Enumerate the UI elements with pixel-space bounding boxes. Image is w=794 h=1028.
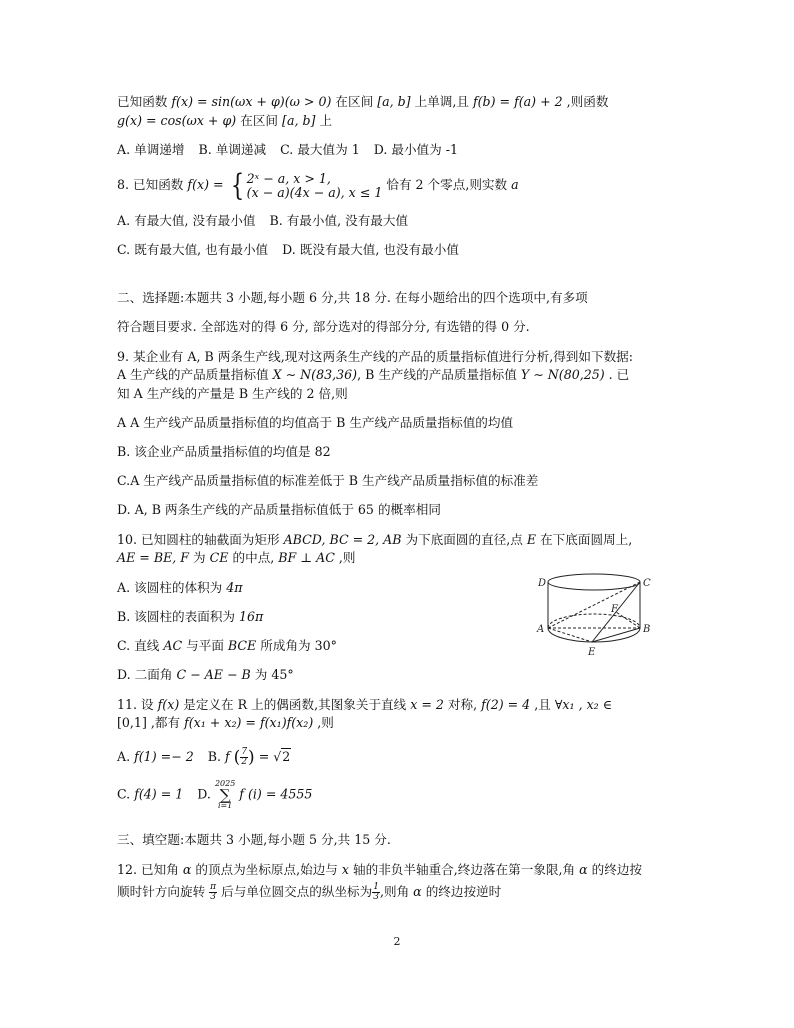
q11-paren-right: ) xyxy=(248,747,255,768)
q8-math: f(x) = xyxy=(187,177,228,192)
q7-option-a: A. 单调递增 xyxy=(117,142,185,157)
q11-options-ab xyxy=(117,745,291,770)
q9-line1: 9. 某企业有 A, B 两条生产线,现对这两条生产线的产品的质量指标值进行分析,得到如下数据: xyxy=(117,349,634,364)
label-e: E xyxy=(588,647,596,658)
q11-option-c: f(4) = 1 xyxy=(134,786,184,802)
q12-math: α xyxy=(413,884,422,899)
q11-math: f(x) xyxy=(157,697,180,712)
label-a: A xyxy=(537,624,545,635)
q7-math: [a, b] xyxy=(377,94,411,109)
q12-text: 顺时针方向旋转 xyxy=(117,884,210,899)
q12-text: 12. 已知角 xyxy=(117,862,183,877)
q12-frac-pi3 xyxy=(209,883,217,902)
q9-math: X ∼ N(83,36) xyxy=(272,367,358,382)
q7-math: g(x) = cos(ωx + φ) xyxy=(117,113,237,128)
q10-text: D. 二面角 xyxy=(117,667,177,682)
q12-math: α xyxy=(579,862,588,877)
q10-text: C. 直线 xyxy=(117,638,164,653)
q8-options-cd xyxy=(117,241,459,259)
q8-case2: (x − a)(4x − a), x ≤ 1 xyxy=(246,184,383,200)
q10-math: 4π xyxy=(226,580,243,595)
cylinder-lines xyxy=(548,574,640,642)
q11-math: ∀x₁ , x₂ ∈ xyxy=(554,697,613,712)
q9-option-d: D. A, B 两条生产线的产品质量指标值低于 65 的概率相同 xyxy=(117,502,441,517)
q7-option-c: C. 最大值为 1 xyxy=(280,142,360,157)
q12-text: 轴的非负半轴重合,终边落在第一象限,角 xyxy=(349,862,580,877)
top-ellipse xyxy=(548,574,640,590)
q11-sqrt-radicand: 2 xyxy=(282,749,291,764)
q11-text: D. xyxy=(197,786,215,802)
section2-header: 二、选择题:本题共 3 小题,每小题 6 分,共 18 分. 在每小题给出的四个选项中,有多项 xyxy=(117,290,588,305)
q12-frac-num: π xyxy=(210,882,217,892)
q10-text: B. 该圆柱的表面积为 xyxy=(117,609,240,624)
q10-option-a xyxy=(117,579,243,597)
q8-text: 8. 已知函数 xyxy=(117,177,188,192)
q7-line1 xyxy=(117,93,608,111)
label-b: B xyxy=(643,624,651,635)
q11-text: 是定义在 R 上的偶函数,其图象关于直线 xyxy=(179,697,411,712)
q7-math: f(b) = f(a) + 2 xyxy=(472,94,563,109)
q9-line2 xyxy=(117,366,629,384)
q11-text: C. xyxy=(117,786,135,802)
section3-header: 三、填空题:本题共 3 小题,每小题 5 分,共 15 分. xyxy=(117,832,391,847)
q10-math: 16π xyxy=(239,609,264,624)
q9-text: . 已 xyxy=(604,367,630,382)
q12-math: x xyxy=(341,862,349,877)
q10-math: ABCD, BC = 2, AB xyxy=(283,532,402,547)
q12-math: α xyxy=(182,862,192,877)
q10-option-d xyxy=(117,666,294,684)
q7-text: ,则函数 xyxy=(562,94,609,109)
q10-line2 xyxy=(117,549,355,567)
q9-text: A 生产线的产品质量指标值 xyxy=(117,367,273,382)
q10-text: 为 xyxy=(189,550,210,565)
q10-math: CE xyxy=(209,550,229,565)
q11-sum xyxy=(215,780,235,810)
q10-math: 45° xyxy=(271,667,294,682)
q11-frac-den: 2 xyxy=(241,757,248,767)
q11-math: f xyxy=(225,749,234,764)
q10-text: ,则 xyxy=(334,550,356,565)
q9-math: Y ∼ N(80,25) xyxy=(520,367,605,382)
q11-sqrt: √2 xyxy=(273,749,291,764)
q7-text: 在区间 xyxy=(331,94,378,109)
page-number: 2 xyxy=(393,935,401,948)
cylinder-figure xyxy=(530,566,665,664)
q11-text: A. xyxy=(117,749,135,764)
q10-text: 在下底面圆周上, xyxy=(536,532,633,547)
q10-text: 的中点, xyxy=(228,550,279,565)
label-f: F xyxy=(611,604,618,615)
q8-case1: 2ˣ − a, x > 1, xyxy=(246,170,331,186)
q7-text: 在区间 xyxy=(236,113,283,128)
q10-math: BF ⊥ AC xyxy=(278,550,335,565)
q11-text: 对称, xyxy=(443,697,482,712)
q7-text: 已知函数 xyxy=(117,94,172,109)
q11-sum-symbol: ∑ xyxy=(219,786,231,804)
q12-frac-third xyxy=(372,883,380,902)
q8-text: 恰有 2 个零点,则实数 xyxy=(382,177,512,192)
q7-line2 xyxy=(117,112,332,130)
q11-text: ,且 xyxy=(530,697,555,712)
q7-math: [a, b] xyxy=(282,113,316,128)
q11-math: x = 2 xyxy=(410,697,444,712)
q11-line1 xyxy=(117,696,612,714)
q10-text: 所成角为 xyxy=(256,638,315,653)
q10-math: E xyxy=(526,532,537,547)
q10-math: 30° xyxy=(314,638,337,653)
q7-text: 上单调,且 xyxy=(410,94,473,109)
q12-text: 的终边按逆时 xyxy=(421,884,502,899)
q8-brace: { xyxy=(230,167,244,203)
q8-cases xyxy=(247,172,383,200)
q12-text: 的顶点为坐标原点,始边与 xyxy=(191,862,342,877)
q8-option-b: B. 有最小值, 没有最大值 xyxy=(269,213,409,228)
q10-math: BCE xyxy=(227,638,257,653)
q10-text: 为 xyxy=(250,667,272,682)
q11-text: B. xyxy=(207,749,225,764)
q12-line1 xyxy=(117,861,642,879)
q7-options xyxy=(117,141,458,159)
q11-sum-lower: i=1 xyxy=(217,801,233,810)
q7-math: f(x) = sin(ωx + φ)(ω > 0) xyxy=(171,94,332,109)
q8-option-d: D. 既没有最大值, 也没有最小值 xyxy=(282,242,459,257)
q11-math: f(x₁ + x₂) = f(x₁)f(x₂) xyxy=(184,715,314,730)
q9-option-b: B. 该企业产品质量指标值的均值是 82 xyxy=(117,444,331,459)
q11-line2 xyxy=(117,714,334,732)
q8-stem xyxy=(117,168,519,202)
q12-text: 后与单位圆交点的纵坐标为 xyxy=(217,884,373,899)
q10-math: C − AE − B xyxy=(176,667,251,682)
q11-option-d: f (i) = 4555 xyxy=(235,786,313,802)
q11-frac xyxy=(240,748,248,767)
section2-instructions: 符合题目要求. 全部选对的得 6 分, 部分选对的得部分分, 有选错的得 0 分. xyxy=(117,319,530,334)
q12-text: 的终边按 xyxy=(587,862,643,877)
q12-text: ,则角 xyxy=(379,884,414,899)
q9-option-a: A A 生产线产品质量指标值的均值高于 B 生产线产品质量指标值的均值 xyxy=(117,415,514,430)
q10-option-c xyxy=(117,637,337,655)
q12-frac-den: 3 xyxy=(373,892,379,902)
q8-var: a xyxy=(511,177,519,192)
segment-bf xyxy=(616,612,640,628)
q7-text: 上 xyxy=(315,113,333,128)
q11-paren-left: ( xyxy=(233,747,241,768)
q11-text: ,都有 xyxy=(146,715,185,730)
q10-text: A. 该圆柱的体积为 xyxy=(117,580,227,595)
q12-frac-num: 1 xyxy=(373,882,379,892)
q10-math: AE = BE, F xyxy=(117,550,190,565)
segment-ac xyxy=(548,582,640,628)
q11-sum-upper: 2025 xyxy=(214,779,236,788)
q11-text: ,则 xyxy=(313,715,334,730)
q7-option-d: D. 最小值为 -1 xyxy=(373,142,459,157)
q11-frac-num: 7 xyxy=(241,747,248,757)
q11-math: [0,1] xyxy=(117,715,147,730)
q7-option-b: B. 单调递减 xyxy=(198,142,267,157)
q11-options-cd xyxy=(117,780,312,810)
q10-option-b xyxy=(117,608,263,626)
label-d: D xyxy=(538,578,547,589)
q9-option-c: C.A 生产线产品质量指标值的标准差低于 B 生产线产品质量指标值的标准差 xyxy=(117,473,539,488)
label-c: C xyxy=(643,578,651,589)
q9-text: , B 生产线的产品质量指标值 xyxy=(357,367,521,382)
q12-line2 xyxy=(117,880,501,904)
q10-math: AC xyxy=(163,638,183,653)
q9-line3: 知 A 生产线的产量是 B 生产线的 2 倍,则 xyxy=(117,386,348,401)
q11-option-a: f(1) =− 2 xyxy=(134,749,194,764)
q10-line1 xyxy=(117,531,632,549)
q11-text: = xyxy=(254,749,274,764)
q8-option-a: A. 有最大值, 没有最小值 xyxy=(117,213,256,228)
q11-math: f(2) = 4 xyxy=(481,697,531,712)
q10-text: 与平面 xyxy=(182,638,228,653)
q8-option-c: C. 既有最大值, 也有最小值 xyxy=(117,242,269,257)
q11-text: 11. 设 xyxy=(117,697,158,712)
q8-options-ab xyxy=(117,212,408,230)
q10-text: 为下底面圆的直径,点 xyxy=(401,532,527,547)
q10-text: 10. 已知圆柱的轴截面为矩形 xyxy=(117,532,284,547)
q12-frac-den: 3 xyxy=(210,892,216,902)
